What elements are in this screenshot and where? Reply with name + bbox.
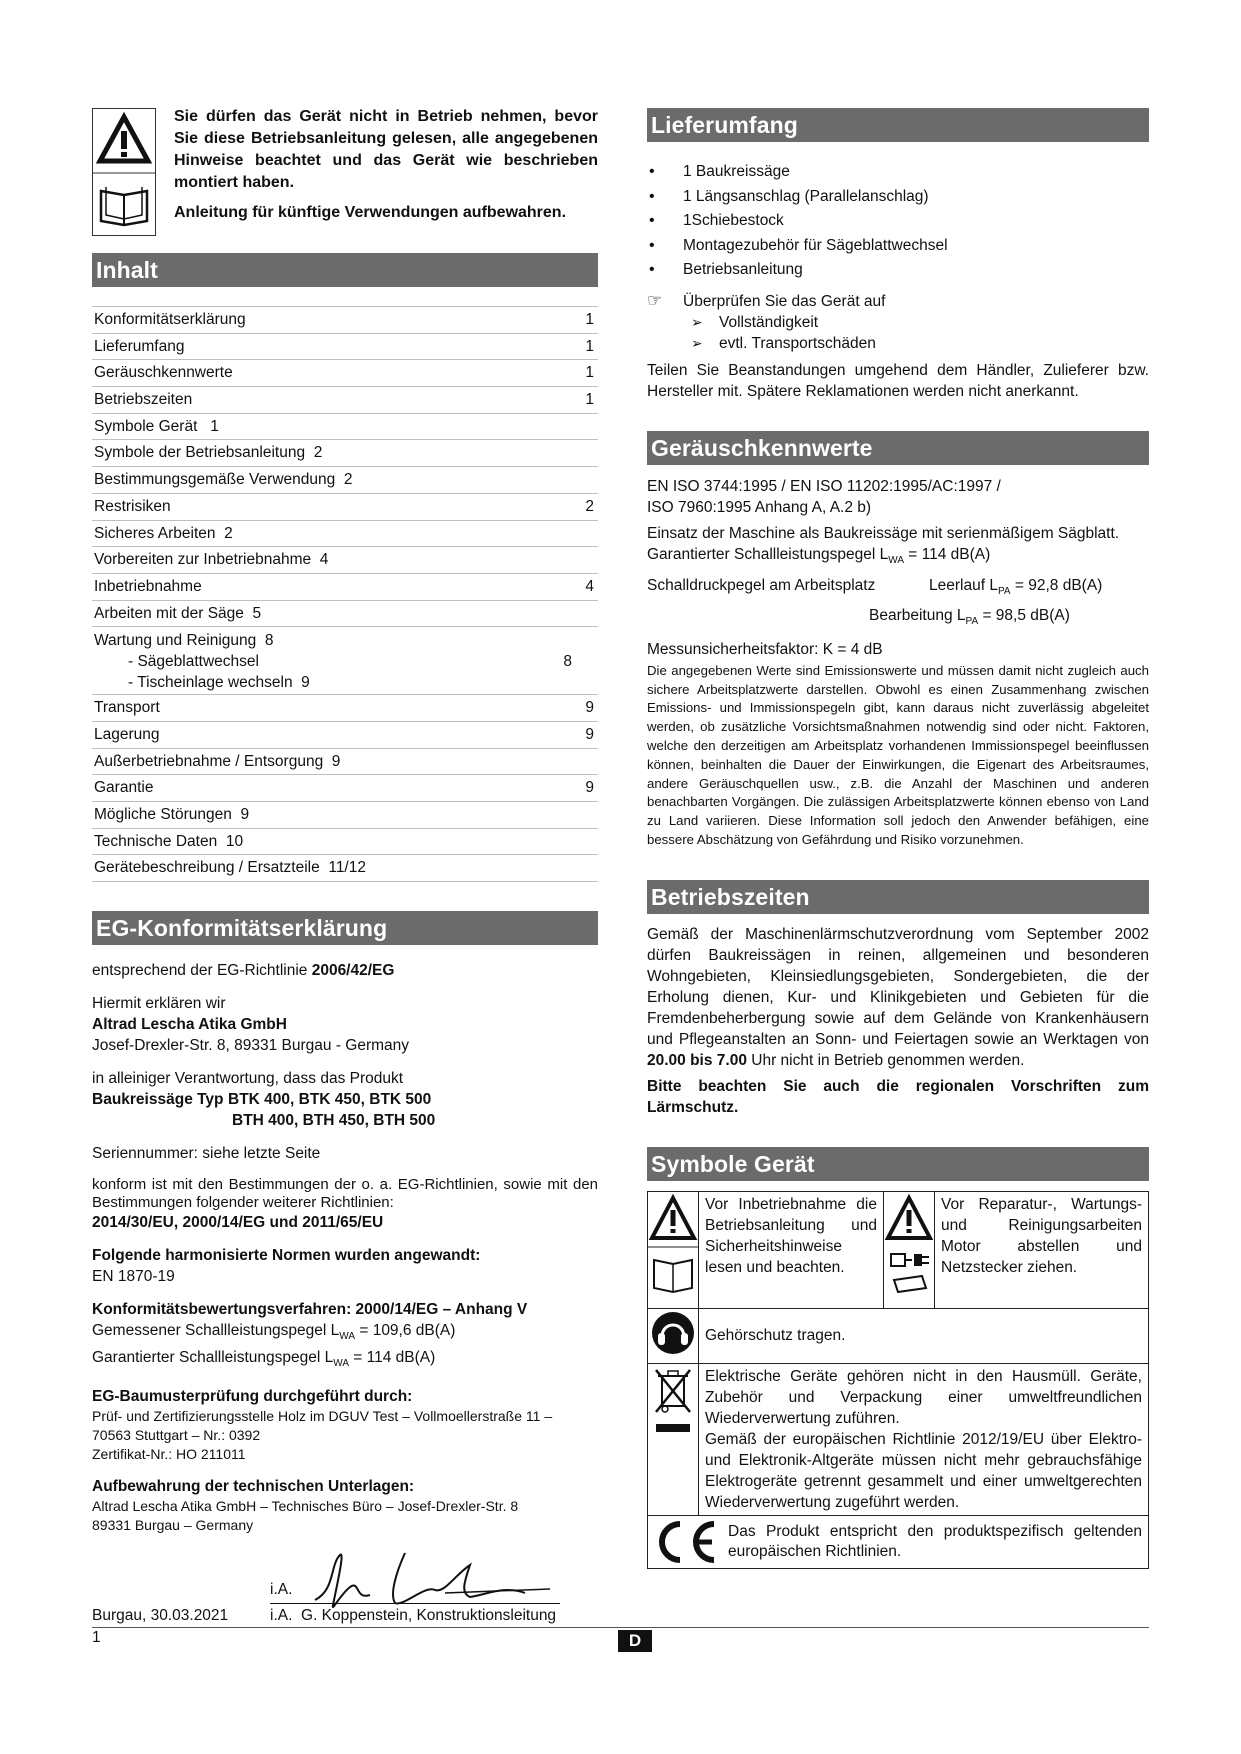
toc-label: Restrisiken bbox=[94, 497, 171, 515]
toc-entry[interactable] bbox=[92, 774, 598, 801]
toc-label: Gerätebeschreibung / Ersatzteile 11/12 bbox=[94, 859, 366, 877]
weee-directive-text: Gemäß der europäischen Richtlinie 2012/19/EU über Elektro- und Elektronik-Altgeräte müssen nicht mehr gebrauchsfähige Elektrogeräte getrennt gesammelt und einer umweltgerechten Wiederverwertung zugeführt werden. bbox=[705, 1430, 1142, 1511]
toc-page: 8 bbox=[563, 653, 572, 671]
garantiert-sub: WA bbox=[888, 554, 904, 566]
eg-serien: Seriennummer: siehe letzte Seite bbox=[92, 1145, 321, 1163]
toc-entry[interactable] bbox=[92, 854, 598, 882]
druck-label: Schalldruckpegel am Arbeitsplatz bbox=[647, 576, 876, 594]
footer-rule bbox=[92, 1627, 1149, 1628]
eg-typ bbox=[92, 1089, 598, 1110]
symbol-text: Vor Inbetriebnahme die Betriebsanleitung und Sicherheitshinweise lesen und beachten. bbox=[699, 1191, 884, 1308]
toc-page: 1 bbox=[585, 311, 594, 328]
check-line bbox=[647, 291, 1149, 312]
dash-icon: - bbox=[128, 674, 138, 692]
eg-garantiert bbox=[92, 1347, 598, 1374]
symbol-text: Gehörschutz tragen. bbox=[699, 1308, 1149, 1363]
leerlauf-sub: PA bbox=[997, 585, 1011, 597]
eg-aufbewahrung-title: Aufbewahrung der technischen Unterlagen: bbox=[92, 1478, 415, 1496]
betriebszeiten-hint: Bitte beachten Sie auch die regionalen Vorschriften zum Lärmschutz. bbox=[647, 1077, 1149, 1116]
right-column bbox=[647, 108, 1149, 1569]
check-item: ➢ evtl. Transportschäden bbox=[647, 333, 1149, 354]
place-date: Burgau, 30.03.2021 bbox=[92, 1607, 229, 1624]
toc-entry[interactable] bbox=[92, 828, 598, 855]
toc-label: Sicheres Arbeiten 2 bbox=[94, 524, 233, 542]
betriebszeiten-text-pre: Gemäß der Maschinenlärmschutzverordnung vom September 2002 dürfen Baukreissägen in reinen, allgemeinen und besonderen Wohngebieten, Kleinsiedlungsgebieten, Sondergebieten, die der Erholung dienen, Kur- und Klinikgebieten und Gebieten für die Fremdenbeherbergung sowie auf dem Gelände von Krankenhäusern und Pflegeanstalten an Sonn- und Feiertagen sowie an Werktagen von bbox=[647, 925, 1149, 1048]
toc-entry[interactable] bbox=[92, 600, 598, 627]
geraeusch-norm1: EN ISO 3744:1995 / EN ISO 11202:1995/AC:1997 / bbox=[647, 477, 1001, 495]
toc-entry[interactable] bbox=[92, 520, 598, 547]
betriebszeiten-text bbox=[647, 924, 1149, 1071]
leerlauf-label: Leerlauf L bbox=[929, 576, 998, 594]
toc-page: 2 bbox=[585, 497, 594, 515]
toc-label: Arbeiten mit der Säge 5 bbox=[94, 604, 262, 622]
toc-label: Inbetriebnahme bbox=[94, 577, 202, 595]
toc-page: 9 bbox=[585, 725, 594, 743]
toc-page: 1 bbox=[585, 337, 594, 355]
toc-sublabel: Tischeinlage wechseln 9 bbox=[137, 674, 310, 692]
symbol-row bbox=[648, 1191, 1149, 1308]
toc-label: Symbole Gerät 1 bbox=[94, 417, 219, 435]
toc-entry-wartung[interactable] bbox=[92, 626, 598, 694]
toc-entry[interactable] bbox=[92, 466, 598, 493]
eg-normen: EN 1870-19 bbox=[92, 1268, 175, 1286]
betriebszeiten-text-post: Uhr nicht in Betrieb genommen werden. bbox=[746, 1051, 1025, 1069]
toc-label: Garantie bbox=[94, 779, 154, 797]
eg-richtlinie-number: 2006/42/EG bbox=[311, 962, 395, 980]
toc-sublabel: Sägeblattwechsel bbox=[137, 653, 259, 671]
signer-name: i.A. G. Koppenstein, Konstruktionsleitung bbox=[270, 1607, 557, 1624]
toc-label: Lieferumfang bbox=[94, 337, 185, 355]
garantiert-label: Garantierter Schallleistungspegel L bbox=[647, 545, 889, 563]
toc-page: 9 bbox=[585, 699, 594, 717]
eg-richtlinien: 2014/30/EU, 2000/14/EG und 2011/65/EU bbox=[92, 1214, 384, 1232]
warning-manual-icon bbox=[648, 1192, 698, 1302]
list-item: • Betriebsanleitung bbox=[647, 258, 1149, 283]
symbol-icon-cell bbox=[648, 1191, 699, 1308]
toc-label: Technische Daten 10 bbox=[94, 832, 244, 850]
symbol-row bbox=[648, 1308, 1149, 1363]
bearbeitung-value: = 98,5 dB(A) bbox=[978, 606, 1070, 624]
language-badge: D bbox=[618, 1630, 652, 1652]
toc-page: 4 bbox=[585, 577, 594, 595]
eg-gemessen bbox=[92, 1320, 598, 1347]
toc-page: 1 bbox=[585, 364, 594, 382]
eg-verfahren-title: Konformitätsbewertungsverfahren: 2000/14/EG – Anhang V bbox=[92, 1301, 528, 1319]
geraeusch-norm2: ISO 7960:1995 Anhang A, A.2 b) bbox=[647, 498, 872, 516]
eg-konform: konform ist mit den Bestimmungen der o. a. EG-Richtlinien, sowie mit den Bestimmungen folgender weiterer Richtlinien: bbox=[92, 1176, 598, 1212]
toc-label: Vorbereiten zur Inbetriebnahme 4 bbox=[94, 551, 329, 569]
warning-plug-icon bbox=[884, 1192, 934, 1302]
symbol-table bbox=[647, 1191, 1149, 1569]
toc-entry[interactable] bbox=[92, 801, 598, 828]
toc-label: Geräuschkennwerte bbox=[94, 364, 233, 382]
eg-aufbewahrung-line1: Altrad Lescha Atika GmbH – Technisches Büro – Josef-Drexler-Str. 8 bbox=[92, 1498, 519, 1515]
betriebszeiten-heading: Betriebszeiten bbox=[647, 880, 1149, 914]
toc-subentry[interactable] bbox=[94, 672, 596, 693]
toc-subentry[interactable] bbox=[94, 651, 596, 672]
geraeusch-einsatz: Einsatz der Maschine als Baukreissäge mit serienmäßigem Sägblatt. bbox=[647, 524, 1120, 542]
symbol-icon-cell bbox=[648, 1363, 699, 1515]
eg-garantiert-sub: WA bbox=[333, 1358, 349, 1370]
ce-row bbox=[648, 1515, 1149, 1568]
warning-icon-box bbox=[92, 108, 156, 236]
symbol-text: Das Produkt entspricht den produktspezifisch geltenden europäischen Richtlinien. bbox=[728, 1522, 1142, 1560]
lieferumfang-heading: Lieferumfang bbox=[647, 108, 1149, 142]
toc-label: Betriebszeiten bbox=[94, 391, 193, 409]
geraeusch-garantiert bbox=[647, 544, 1149, 571]
toc-entry[interactable] bbox=[92, 694, 598, 721]
manual-book-icon bbox=[93, 173, 155, 233]
symbole-heading: Symbole Gerät bbox=[647, 1147, 1149, 1181]
weee-text: Elektrische Geräte gehören nicht in den Hausmüll. Geräte, Zubehör und Verpackung einer umweltfreundlichen Wiederverwertung zuführen. bbox=[705, 1367, 1142, 1427]
toc-entry[interactable] bbox=[92, 306, 598, 333]
eg-garantiert-value: = 114 dB(A) bbox=[349, 1349, 436, 1367]
toc-entry[interactable] bbox=[92, 721, 598, 748]
symbol-text: Vor Reparatur-, Wartungs- und Reinigungsarbeiten Motor abstellen und Netzstecker ziehen. bbox=[935, 1191, 1149, 1308]
page-number: 1 bbox=[92, 1629, 101, 1646]
eg-aufbewahrung-line2: 89331 Burgau – Germany bbox=[92, 1517, 254, 1534]
toc-entry[interactable] bbox=[92, 386, 598, 413]
eg-hiermit: Hiermit erklären wir bbox=[92, 995, 226, 1013]
leerlauf bbox=[929, 575, 1102, 602]
symbol-text-weee bbox=[699, 1363, 1149, 1515]
toc-label: Transport bbox=[94, 699, 160, 717]
toc-entry[interactable] bbox=[92, 439, 598, 466]
toc-label: Außerbetriebnahme / Entsorgung 9 bbox=[94, 752, 341, 770]
list-item: • 1 Längsanschlag (Parallelanschlag) bbox=[647, 185, 1149, 210]
toc-entry[interactable] bbox=[92, 413, 598, 440]
pointing-hand-icon: ☞ bbox=[647, 290, 663, 310]
symbol-icon-cell bbox=[884, 1191, 935, 1308]
warning-block bbox=[92, 106, 598, 236]
toc-label: Mögliche Störungen 9 bbox=[94, 806, 250, 823]
list-item: • Montagezubehör für Sägeblattwechsel bbox=[647, 234, 1149, 259]
leerlauf-value: = 92,8 dB(A) bbox=[1010, 576, 1103, 594]
geraeusch-druck bbox=[647, 575, 1149, 602]
signature-line bbox=[270, 1603, 560, 1604]
geraeusch-heading: Geräuschkennwerte bbox=[647, 431, 1149, 465]
dash-icon: - bbox=[128, 653, 138, 671]
eg-verantwortung: in alleiniger Verantwortung, dass das Produkt bbox=[92, 1070, 404, 1088]
garantiert-value: = 114 dB(A) bbox=[904, 545, 991, 563]
geraeusch-paragraph: Die angegebenen Werte sind Emissionswerte und müssen damit nicht zugleich auch sichere Arbeitsplatzwerte darstellen. Obwohl es einen Zusammenhang zwischen Emissions- und Immissionspegeln gibt, kann daraus nicht zuverlässig abgeleitet werden, ob zusätzliche Vorsichtsmaßnahmen notwendig sind oder nicht. Faktoren, welche den derzeitigen am Arbeitsplatz vorhandenen Immissionspegel beeinflussen können, beinhalten die Dauer der Einwirkungen, die Eigenart des Arbeitsraumes, andere Geräuschquellen usw., z.B. die Anzahl der Maschinen und anderen benachbarten Vorgängen. Die zulässigen Arbeitsplatzwerte können ebenso von Land zu Land variieren. Diese Information soll jedoch den Anwender befähigen, eine bessere Abschätzung von Gefährdung und Risiko vorzunehmen. bbox=[647, 662, 1149, 847]
eg-richtlinie bbox=[92, 960, 598, 981]
toc-page: 9 bbox=[585, 779, 594, 797]
hearing-protection-icon bbox=[648, 1309, 698, 1357]
eg-normen-title: Folgende harmonisierte Normen wurden angewandt: bbox=[92, 1247, 481, 1265]
toc-label: Lagerung bbox=[94, 725, 160, 743]
eg-richtlinie-pre: entsprechend der EG-Richtlinie bbox=[92, 962, 312, 980]
toc-entry[interactable] bbox=[92, 573, 598, 600]
check-text: Überprüfen Sie das Gerät auf bbox=[683, 292, 886, 310]
signature-ia: i.A. bbox=[270, 1581, 293, 1598]
eg-gemessen-label: Gemessener Schallleistungspegel L bbox=[92, 1322, 340, 1340]
eg-baumuster-title: EG-Baumusterprüfung durchgeführt durch: bbox=[92, 1388, 413, 1406]
toc-label: Konformitätserklärung bbox=[94, 311, 246, 328]
toc-page: 1 bbox=[585, 391, 594, 409]
eg-garantiert-label: Garantierter Schallleistungspegel L bbox=[92, 1349, 334, 1367]
toc-entry[interactable] bbox=[92, 748, 598, 775]
eg-company: Altrad Lescha Atika GmbH bbox=[92, 1016, 287, 1034]
betriebszeiten-time: 20.00 bis 7.00 bbox=[647, 1051, 747, 1069]
symbol-row bbox=[648, 1515, 1149, 1568]
toc-label: Wartung und Reinigung 8 bbox=[94, 632, 274, 650]
toc-label: Bestimmungsgemäße Verwendung 2 bbox=[94, 471, 353, 489]
eg-heading: EG-Konformitätserklärung bbox=[92, 911, 598, 945]
warning-text: Sie dürfen das Gerät nicht in Betrieb nehmen, bevor Sie diese Betriebsanleitung gelesen, alle angegebenen Hinweise beachtet und das Gerät wie beschrieben montiert haben. bbox=[174, 108, 598, 191]
bearbeitung bbox=[647, 605, 1149, 632]
eg-gemessen-value: = 109,6 dB(A) bbox=[355, 1322, 456, 1340]
eg-address: Josef-Drexler-Str. 8, 89331 Burgau - Germany bbox=[92, 1037, 410, 1055]
bearbeitung-label: Bearbeitung L bbox=[869, 606, 966, 624]
crossed-bin-icon bbox=[648, 1364, 698, 1464]
eg-typ-line1: BTK 400, BTK 450, BTK 500 bbox=[228, 1091, 432, 1109]
check-item: ➢ Vollständigkeit bbox=[647, 312, 1149, 333]
eg-baumuster-line1: Prüf- und Zertifizierungsstelle Holz im DGUV Test – Vollmoellerstraße 11 – bbox=[92, 1408, 553, 1425]
list-item: • 1Schiebestock bbox=[647, 209, 1149, 234]
toc-entry[interactable] bbox=[92, 333, 598, 360]
symbol-row bbox=[648, 1363, 1149, 1515]
symbol-icon-cell bbox=[648, 1308, 699, 1363]
geraeusch-mess: Messunsicherheitsfaktor: K = 4 dB bbox=[647, 640, 883, 658]
toc-list bbox=[92, 306, 598, 882]
eg-typ-label: Baukreissäge Typ bbox=[92, 1091, 224, 1109]
toc-entry[interactable] bbox=[92, 546, 598, 573]
eg-baumuster-line3: Zertifikat-Nr.: HO 211011 bbox=[92, 1446, 246, 1463]
lieferumfang-note: Teilen Sie Beanstandungen umgehend dem Händler, Zulieferer bzw. Hersteller mit. Spätere Reklamationen werden nicht anerkannt. bbox=[647, 361, 1149, 400]
eg-gemessen-sub: WA bbox=[339, 1331, 356, 1343]
eg-typ-line2: BTH 400, BTH 450, BTH 500 bbox=[232, 1112, 436, 1130]
list-item: • 1 Baukreissäge bbox=[647, 160, 1149, 185]
ce-mark-icon bbox=[648, 1516, 722, 1568]
toc-entry[interactable] bbox=[92, 359, 598, 386]
warning-keep-text: Anleitung für künftige Verwendungen aufbewahren. bbox=[174, 204, 567, 221]
inhalt-heading: Inhalt bbox=[92, 253, 598, 287]
lieferumfang-list bbox=[647, 160, 1149, 283]
eg-baumuster-line2: 70563 Stuttgart – Nr.: 0392 bbox=[92, 1427, 261, 1444]
toc-label: Symbole der Betriebsanleitung 2 bbox=[94, 444, 323, 462]
left-column bbox=[92, 106, 598, 1535]
toc-entry[interactable] bbox=[92, 493, 598, 520]
bearbeitung-sub: PA bbox=[965, 615, 979, 627]
